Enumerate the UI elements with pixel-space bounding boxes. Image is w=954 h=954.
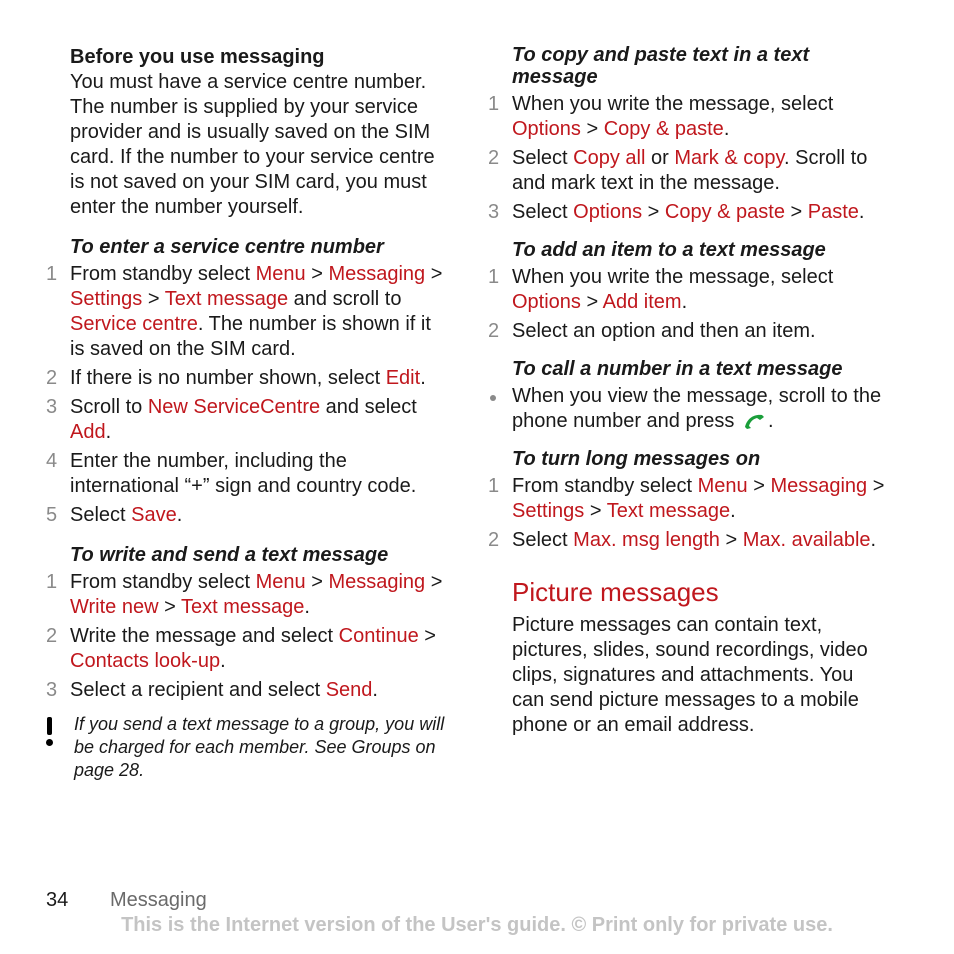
page-number: 34: [46, 889, 69, 911]
list-item: [488, 200, 888, 225]
step-number: 3: [488, 201, 500, 223]
step-text: .: [767, 410, 774, 432]
step-text: From standby select: [70, 571, 256, 593]
step-text: >: [747, 475, 771, 497]
step-text: . The number is shown if it is saved on the SIM card.: [70, 313, 431, 360]
menu-item: Mark & copy: [674, 147, 784, 169]
list-item: [488, 265, 888, 315]
step-text: >: [305, 571, 329, 593]
call-key-icon: [742, 412, 766, 430]
step-text: .: [858, 201, 865, 223]
menu-item: Messaging: [328, 263, 426, 285]
step-text: >: [584, 500, 607, 522]
step-text: Select a recipient and select: [70, 679, 326, 701]
menu-item: Options: [512, 118, 581, 140]
write-send-title: To write and send a text message: [70, 544, 389, 566]
footer-section-name: Messaging: [110, 889, 207, 911]
list-item: [488, 146, 888, 196]
step-text: >: [719, 529, 743, 551]
step-text: >: [425, 571, 443, 593]
menu-item: New ServiceCentre: [147, 396, 321, 418]
step-text: >: [784, 201, 808, 223]
step-text: >: [580, 291, 603, 313]
write-send-steps: [46, 570, 446, 703]
right-column: [488, 44, 888, 738]
menu-item: Paste: [807, 201, 859, 223]
step-text: Select: [512, 147, 574, 169]
menu-item: Menu: [697, 475, 748, 497]
step-number: 2: [46, 367, 58, 389]
step-text: and scroll to: [288, 288, 402, 310]
menu-item: Messaging: [328, 571, 426, 593]
list-item: [488, 319, 888, 344]
menu-item: Options: [573, 201, 643, 223]
list-item: [46, 624, 446, 674]
step-text: >: [142, 288, 165, 310]
list-item: [488, 92, 888, 142]
list-item: [488, 528, 888, 553]
step-number: 5: [46, 504, 58, 526]
step-text: .: [105, 421, 112, 443]
menu-item: Menu: [255, 263, 306, 285]
step-text: .: [220, 650, 226, 672]
menu-item: Add: [70, 421, 106, 443]
menu-item: Text message: [606, 500, 731, 522]
step-text: >: [425, 263, 443, 285]
step-text: When you write the message, select: [512, 266, 834, 288]
menu-item: Contacts look-up: [70, 650, 221, 672]
list-item: [46, 503, 446, 528]
note-text: If you send a text message to a group, you will be charged for each member. See Groups on page 28.: [74, 714, 445, 780]
menu-item: Text message: [164, 288, 289, 310]
step-number: 2: [46, 625, 58, 647]
menu-item: Save: [131, 504, 177, 526]
step-number: 2: [488, 529, 500, 551]
menu-item: Max. msg length: [573, 529, 720, 551]
step-text: Select an option and then an item.: [512, 320, 816, 342]
step-text: Select: [512, 529, 574, 551]
step-number: 2: [488, 320, 500, 342]
menu-item: Copy & paste: [603, 118, 724, 140]
menu-item: Copy & paste: [664, 201, 785, 223]
step-text: If there is no number shown, select: [70, 367, 386, 389]
menu-item: Max. available: [742, 529, 871, 551]
step-text: When you view the message, scroll to the phone number and press: [512, 385, 882, 432]
list-item: [46, 366, 446, 391]
add-item-title: To add an item to a text message: [512, 239, 826, 261]
step-text: Write the message and select: [70, 625, 339, 647]
step-text: .: [176, 504, 183, 526]
step-text: When you write the message, select: [512, 93, 834, 115]
list-item: [46, 678, 446, 703]
step-number: 1: [488, 93, 500, 115]
menu-item: Add item: [602, 291, 682, 313]
bullet-icon: [490, 395, 496, 401]
call-number-title: To call a number in a text message: [512, 358, 843, 380]
list-item: [46, 449, 446, 499]
step-text: >: [158, 596, 181, 618]
step-number: 1: [46, 571, 58, 593]
step-number: 1: [488, 475, 500, 497]
step-number: 2: [488, 147, 500, 169]
step-text: >: [580, 118, 604, 140]
copy-paste-title: To copy and paste text in a text message: [512, 44, 810, 88]
picture-messages-text: Picture messages can contain text, pictures, slides, sound recordings, video clips, signatures and attachments. You can send picture messages to a mobile phone or an email address.: [512, 614, 868, 736]
list-item: [46, 395, 446, 445]
step-number: 4: [46, 450, 58, 472]
enter-centre-title: To enter a service centre number: [70, 236, 384, 258]
before-messaging-text: You must have a service centre number. The number is supplied by your service provider and is usually saved on the SIM card. If the number to your service centre is not saved on your SIM card, you must enter the number yourself.: [70, 71, 435, 218]
step-text: .: [870, 529, 877, 551]
step-text: .: [730, 500, 736, 522]
list-item: [488, 384, 888, 434]
step-text: Select: [70, 504, 132, 526]
menu-item: Options: [512, 291, 581, 313]
menu-item: Copy all: [573, 147, 646, 169]
long-messages-steps: [488, 474, 888, 553]
step-text: .: [681, 291, 688, 313]
step-text: Scroll to: [70, 396, 148, 418]
menu-item: Send: [325, 679, 373, 701]
menu-item: Menu: [255, 571, 306, 593]
step-text: >: [867, 475, 885, 497]
step-text: .: [420, 367, 426, 389]
step-text: . Scroll to and mark text in the message.: [512, 147, 868, 194]
list-item: [46, 262, 446, 362]
enter-centre-steps: [46, 262, 446, 528]
step-text: or: [645, 147, 675, 169]
call-number-steps: [488, 384, 888, 434]
left-column: [46, 44, 446, 782]
step-text: Select: [512, 201, 574, 223]
menu-item: Messaging: [770, 475, 868, 497]
menu-item: Service centre: [70, 313, 198, 335]
menu-item: Text message: [180, 596, 305, 618]
step-text: and select: [320, 396, 417, 418]
step-text: >: [305, 263, 329, 285]
step-number: 3: [46, 396, 58, 418]
step-text: .: [723, 118, 730, 140]
step-number: 1: [488, 266, 500, 288]
exclamation-icon: [46, 717, 54, 747]
before-messaging-heading: Before you use messaging: [70, 46, 325, 68]
step-number: 3: [46, 679, 58, 701]
long-messages-title: To turn long messages on: [512, 448, 761, 470]
menu-item: Continue: [338, 625, 419, 647]
step-text: .: [372, 679, 378, 701]
disclaimer: This is the Internet version of the User's guide. © Print only for private use.: [121, 914, 833, 936]
list-item: [488, 474, 888, 524]
picture-messages-heading: Picture messages: [512, 577, 719, 607]
add-item-steps: [488, 265, 888, 344]
step-text: >: [642, 201, 665, 223]
step-text: >: [418, 625, 436, 647]
menu-item: Write new: [70, 596, 159, 618]
group-charge-note: [46, 713, 446, 782]
menu-item: Settings: [70, 288, 143, 310]
step-number: 1: [46, 263, 58, 285]
step-text: From standby select: [512, 475, 698, 497]
step-text: Enter the number, including the international “+” sign and country code.: [70, 450, 417, 497]
copy-paste-steps: [488, 92, 888, 225]
menu-item: Settings: [512, 500, 585, 522]
list-item: [46, 570, 446, 620]
step-text: .: [304, 596, 310, 618]
menu-item: Edit: [385, 367, 421, 389]
step-text: From standby select: [70, 263, 256, 285]
